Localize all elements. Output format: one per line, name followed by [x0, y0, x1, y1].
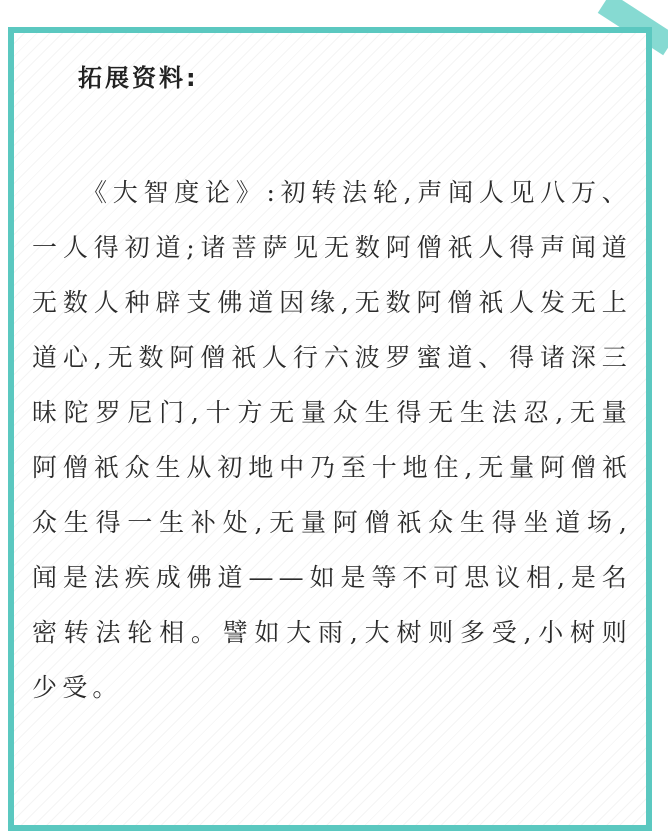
body-paragraph: 《大智度论》:初转法轮,声闻人见八万、一人得初道;诸菩萨见无数阿僧祇人得声闻道无数人种辟支佛道因缘,无数阿僧祇人发无上道心,无数阿僧祇人行六波罗蜜道、得诸深三昧陀罗尼门,十方无量众生得无生法忍,无量阿僧祇众生从初地中乃至十地住,无量阿僧祇众生得一生补处,无量阿僧祇众生得坐道场,闻是法疾成佛道——如是等不可思议相,是名密转法轮相。譬如大雨,大树则多受,小树则少受。 — [32, 178, 632, 702]
section-heading: 拓展资料: — [78, 64, 199, 92]
